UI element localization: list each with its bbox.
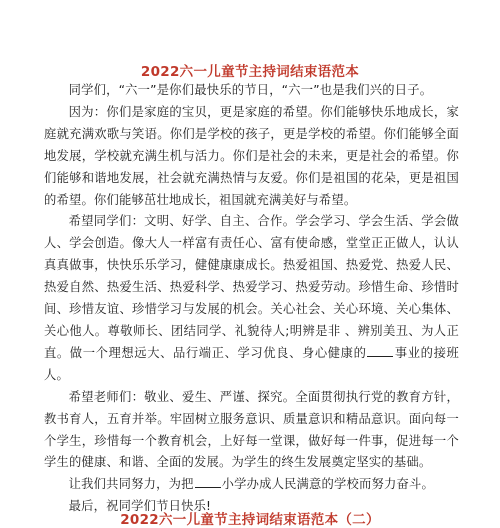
paragraph-greeting: 同学们，“六一”是你们最快乐的节日，“六一”也是我们兴的日子。 bbox=[68, 83, 433, 97]
document-title-2: 2022六一儿童节主持词结束语范本（二） bbox=[120, 512, 380, 528]
fill-blank-school bbox=[195, 486, 221, 488]
document-title: 2022六一儿童节主持词结束语范本 bbox=[140, 64, 360, 80]
paragraph-closing: 最后，祝同学们节日快乐! bbox=[68, 499, 212, 514]
paragraph-hope-students bbox=[44, 211, 459, 386]
fill-blank bbox=[367, 355, 393, 357]
paragraph-together-end: 小学办成人民满意的学校而努力奋斗。 bbox=[221, 477, 435, 492]
paragraph-hope-students-end: 事业的接班人。 bbox=[44, 345, 459, 382]
document-body bbox=[44, 80, 459, 518]
paragraph-together bbox=[44, 474, 459, 496]
paragraph-because: 因为：你们是家庭的宝贝，更是家庭的希望。你们能够快乐地成长，家庭就充满欢歌与笑语。你们是学校的孩子，更是学校的希望。你们能够全面地发展，学校就充满生机与活力。你们是社会的未来，更是社会的希望。你们能够和谐地发展，社会就充满热情与友爱。你们是祖国的花朵，更是祖国的希望。你们能够茁壮地成长，祖国就充满美好与希望。 bbox=[44, 104, 459, 207]
paragraph-together-start: 让我们共同努力，为把 bbox=[68, 477, 194, 492]
paragraph-hope-students-text: 希望同学们：文明、好学、自主、合作。学会学习、学会生活、学会做人、学会创造。像大人一样富有责任心、富有使命感，堂堂正正做人，认认真真做事，快快乐乐学习，健健康康成长。热爱祖国、热爱党、热爱人民、热爱自然、热爱生活、热爱科学、热爱学习、热爱劳动。珍惜生命、珍惜时间、珍惜友谊、珍惜学习与发展的机会。关心社会、关心环境、关心集体、关心他人。尊敬师长、团结同学、礼貌待人;明辨是非 、辨别美丑、为人正直。做一个理想远大、品行端正、学习优良、身心健康的 bbox=[44, 214, 459, 360]
paragraph-hope-teachers: 希望老师们：敬业、爱生、严谨、探究。全面贯彻执行党的教育方针，教书育人，五育并举。牢固树立服务意识、质量意识和精品意识。面向每一个学生，珍惜每一个教育机会，上好每一堂课，做好每一件事，促进每一个学生的健康、和谐、全面的发展。为学生的终生发展奠定坚实的基础。 bbox=[44, 389, 459, 470]
